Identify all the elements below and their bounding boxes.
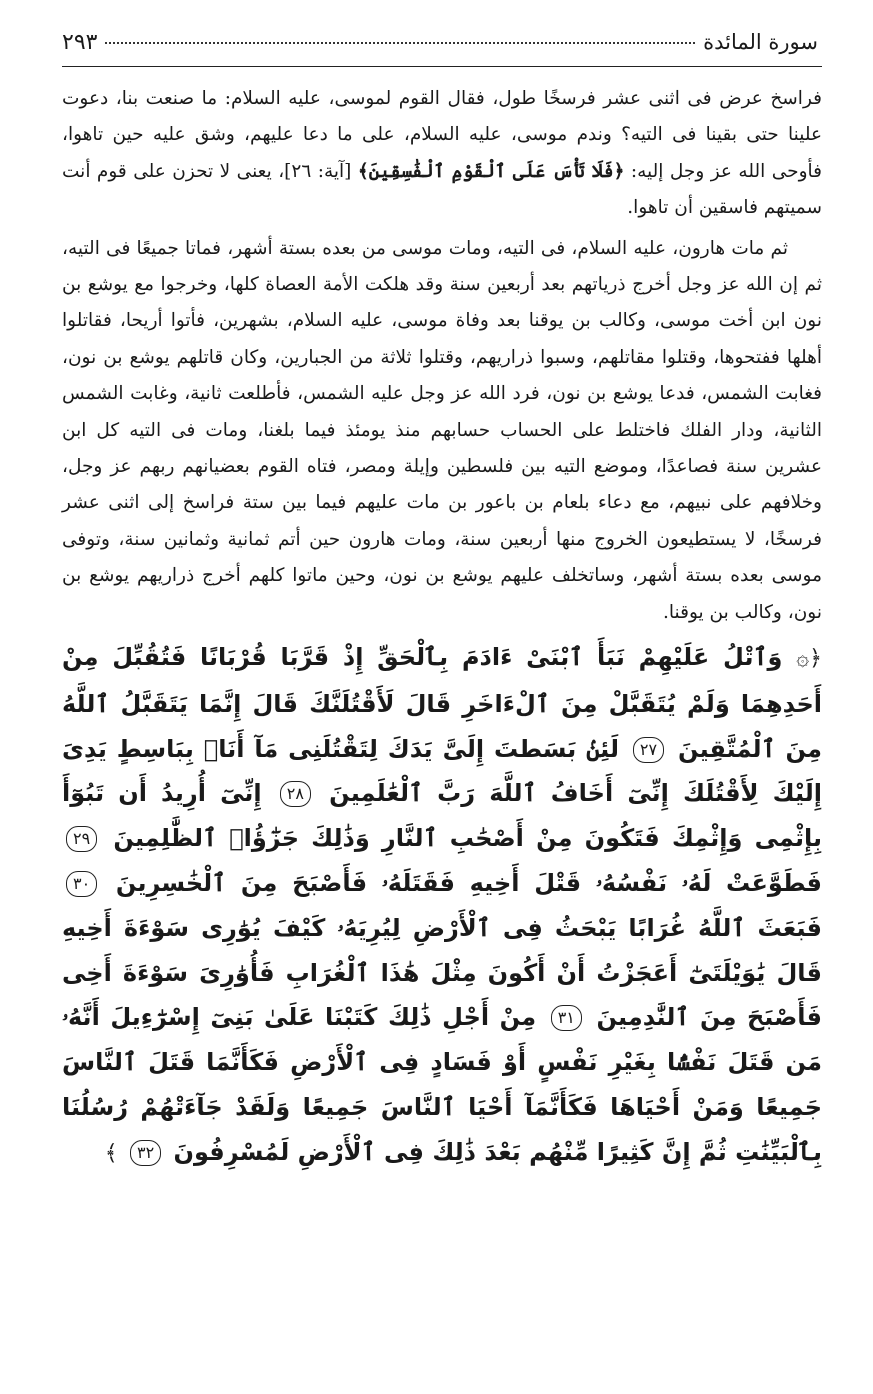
commentary-text xyxy=(62,81,822,631)
verse-number-marker: ٢٨ xyxy=(280,781,311,807)
verse-text: مِنْ أَجْلِ ذَٰلِكَ كَتَبْنَا عَلَىٰ بَنِىٓ إِسْرَٰٓءِيلَ أَنَّهُۥ مَن قَتَلَ نَفْسًۢا بِغَيْرِ نَفْسٍ أَوْ فَسَادٍ فِى ٱلْأَرْضِ فَكَأَنَّمَا قَتَلَ ٱلنَّاسَ جَمِيعًا وَمَنْ أَحْيَاهَا فَكَأَنَّمَآ أَحْيَا ٱلنَّاسَ جَمِيعًا وَلَقَدْ جَآءَتْهُمْ رُسُلُنَا بِٱلْبَيِّنَٰتِ ثُمَّ إِنَّ كَثِيرًا مِّنْهُم بَعْدَ ذَٰلِكَ فِى ٱلْأَرْضِ لَمُسْرِفُونَ xyxy=(62,1003,822,1166)
verse-text: إِنِّىٓ أُرِيدُ أَن تَبُوٓأَ بِإِثْمِى وَإِثْمِكَ فَتَكُونَ مِنْ أَصْحَٰبِ ٱلنَّارِ وَذَٰلِكَ جَزَٰٓؤُا۟ ٱلظَّٰلِمِينَ xyxy=(62,779,822,853)
verse-number-marker: ٣١ xyxy=(551,1005,582,1031)
verse-text: وَٱتْلُ عَلَيْهِمْ نَبَأَ ٱبْنَىْ ءَادَمَ بِٱلْحَقِّ إِذْ قَرَّبَا قُرْبَانًا فَتُقُبِّلَ مِنْ أَحَدِهِمَا وَلَمْ يُتَقَبَّلْ مِنَ ٱلْءَاخَرِ قَالَ لَأَقْتُلَنَّكَ قَالَ إِنَّمَا يَتَقَبَّلُ ٱللَّهُ مِنَ ٱلْمُتَّقِينَ xyxy=(62,643,822,763)
leader-dots xyxy=(105,42,695,44)
verse-text: لَئِنۢ بَسَطتَ إِلَىَّ يَدَكَ لِتَقْتُلَنِى مَآ أَنَا۠ بِبَاسِطٍ يَدِىَ إِلَيْكَ لِأَقْتُلَكَ إِنِّىٓ أَخَافُ ٱللَّهَ رَبَّ ٱلْعَٰلَمِينَ xyxy=(62,734,823,808)
verse-number-marker: ٢٧ xyxy=(633,737,664,763)
commentary-paragraph: فراسخ عرض فى اثنى عشر فرسخًا طول، فقال القوم لموسى، عليه السلام: ما صنعت بنا، دعوت علينا حتى بقينا فى التيه؟ وندم موسى، عليه السلام، على ما دعا عليهم، وشق عليه حين تاهوا، فأوحى الله عز وجل إليه: ﴿فَلَا تَأْسَ عَلَى ٱلْقَوْمِ ٱلْفَٰسِقِينَ﴾ [آية: ٢٦]، يعنى لا تحزن على قوم أنت سميتهم فاسقين أن تاهوا. xyxy=(62,88,822,219)
quran-verses-block xyxy=(62,635,822,1177)
page-header xyxy=(62,30,822,67)
verse-text: فَطَوَّعَتْ لَهُۥ نَفْسُهُۥ قَتْلَ أَخِيهِ فَقَتَلَهُۥ فَأَصْبَحَ مِنَ ٱلْخَٰسِرِينَ xyxy=(115,869,822,898)
surah-title: سورة المائدة xyxy=(703,30,818,54)
commentary-paragraph: ثم مات هارون، عليه السلام، فى التيه، ومات موسى من بعده بستة أشهر، فماتا جميعًا فى التيه، ثم إن الله عز وجل أخرج ذرياتهم بعد أربعين سنة وقد هلكت الأمة العصاة كلها، وخرجوا مع يوشع بن نون ابن أخت موسى، وكالب بن يوقنا بعد وفاة موسى، عليه السلام، بشهرين، فأتوا أريحا، فقاتلوا أهلها ففتحوها، وقتلوا مقاتلهم، وسبوا ذراريهم، وقتلوا ثلاثة من الجبارين، وكان قاتلهم يوشع بن نون، فغابت الشمس، فدعا يوشع بن نون، فرد الله عز وجل عليه الشمس، فأطلعت ثانية، وغابت الشمس الثانية، ودار الفلك فاختلط على الحساب حسابهم منذ يومئذ فيما بلغنا، ومات فى التيه كل ابن عشرين سنة فصاعدًا، وموضع التيه بين فلسطين وإيلة ومصر، فتاه القوم بعضيانهم ربهم عز وجل، وخلافهم على نبيهم، مع دعاء بلعام بن باعور بن مات عليهم فيما بين ستة فراسخ إلى اثنى عشر فرسخًا، لا يستطيعون الخروج منها أربعين سنة، ومات هارون حين أتم ثمانية وثمانين سنة، وتوفى موسى بعده بستة أشهر، وساتخلف عليهم يوشع بن نون، وحين ماتوا كلهم أخرج ذراريهم يوشع بن نون، وكالب بن يوقنا. xyxy=(62,237,822,623)
verse-number-marker: ٣٢ xyxy=(130,1140,161,1166)
open-ornament: ﴿۞ xyxy=(796,646,822,672)
verse-number-marker: ٢٩ xyxy=(66,826,97,852)
inline-ayah-quote: ﴿فَلَا تَأْسَ عَلَى ٱلْقَوْمِ ٱلْفَٰسِقِينَ﴾ xyxy=(357,160,625,182)
verse-text: فَبَعَثَ ٱللَّهُ غُرَابًا يَبْحَثُ فِى ٱلْأَرْضِ لِيُرِيَهُۥ كَيْفَ يُوَٰرِى سَوْءَةَ أَخِيهِ قَالَ يَٰوَيْلَتَىٰٓ أَعَجَزْتُ أَنْ أَكُونَ مِثْلَ هَٰذَا ٱلْغُرَابِ فَأُوَٰرِىَ سَوْءَةَ أَخِى فَأَصْبَحَ مِنَ ٱلنَّٰدِمِينَ xyxy=(62,913,823,1032)
page-number: ٢٩٣ xyxy=(62,30,98,55)
book-page xyxy=(62,30,822,1370)
close-ornament: ﴾ xyxy=(104,1140,118,1166)
verse-number-marker: ٣٠ xyxy=(66,871,97,897)
